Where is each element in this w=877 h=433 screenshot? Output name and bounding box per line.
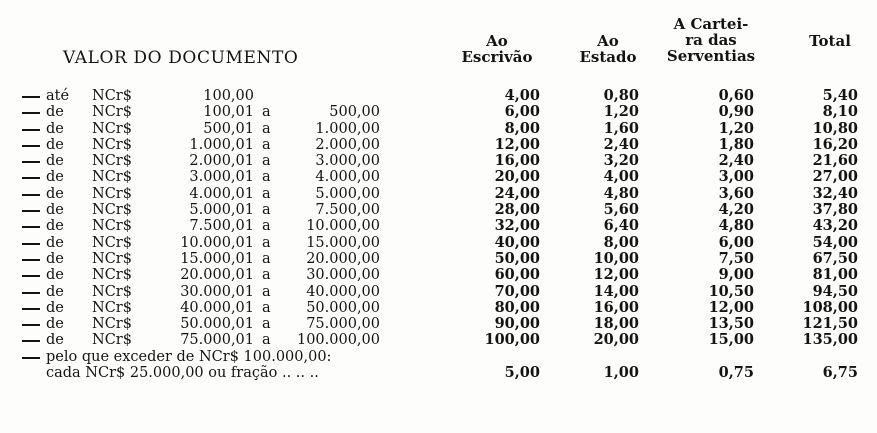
row-escrivao: 80,00 [494,298,540,316]
row-total: 10,80 [812,119,858,137]
final-row-line2 [0,365,877,381]
row-total: 81,00 [812,266,858,284]
row-carteira: 13,50 [708,315,754,333]
row-currency: NCr$ [92,153,132,170]
row-total: 37,80 [812,201,858,219]
row-to: 10.000,00 [306,218,380,235]
row-prefix: de [46,299,64,316]
row-escrivao: 16,00 [494,152,540,170]
row-to: 75.000,00 [306,316,380,333]
header-total: Total [809,32,851,50]
row-prefix: de [46,283,64,300]
table-row [0,300,877,316]
row-from: 15.000,01 [180,250,254,267]
row-prefix: de [46,316,64,333]
row-to: 4.000,00 [315,169,380,186]
row-to: 3.000,00 [315,153,380,170]
row-from: 500,01 [203,120,254,137]
row-to: 5.000,00 [315,185,380,202]
row-to: 2.000,00 [315,136,380,153]
row-currency: NCr$ [92,316,132,333]
table-row [0,235,877,251]
row-from: 4.000,01 [189,185,254,202]
row-total: 21,60 [812,152,858,170]
row-from: 100,00 [203,88,254,104]
table-row [0,251,877,267]
row-to: 1.000,00 [315,120,380,137]
row-total: 54,00 [812,233,858,251]
row-a: a [262,250,271,267]
row-a: a [262,169,271,186]
header-carteira-line3: Serventias [666,47,756,65]
final-note-line2: cada NCr$ 25.000,00 ou fração .. .. .. [46,365,319,382]
row-total: 67,50 [812,249,858,267]
row-from: 20.000,01 [180,267,254,284]
row-currency: NCr$ [92,234,132,251]
row-prefix: de [46,218,64,235]
row-prefix: de [46,120,64,137]
row-currency: NCr$ [92,267,132,284]
final-row-line1 [0,349,877,365]
row-a: a [262,136,271,153]
row-estado: 20,00 [593,331,639,349]
final-carteira: 0,75 [718,364,754,382]
row-a: a [262,104,271,121]
row-prefix: de [46,250,64,267]
row-escrivao: 90,00 [494,315,540,333]
row-currency: NCr$ [92,185,132,202]
row-prefix: de [46,153,64,170]
row-total: 135,00 [802,331,858,349]
row-carteira: 12,00 [708,298,754,316]
row-carteira: 1,80 [718,135,754,153]
table-row [0,186,877,202]
row-to: 15.000,00 [306,234,380,251]
row-estado: 16,00 [593,298,639,316]
row-carteira: 4,80 [718,217,754,235]
row-prefix: de [46,136,64,153]
row-to: 7.500,00 [315,202,380,219]
row-carteira: 2,40 [718,152,754,170]
row-estado: 4,80 [603,184,639,202]
row-from: 30.000,01 [180,283,254,300]
header-estado-line2: Estado [579,48,637,66]
row-from: 100,01 [203,104,254,121]
row-total: 16,20 [812,135,858,153]
row-carteira: 0,60 [718,87,754,104]
row-a: a [262,283,271,300]
row-carteira: 9,00 [718,266,754,284]
row-currency: NCr$ [92,104,132,121]
row-prefix: de [46,104,64,121]
row-escrivao: 4,00 [504,87,540,104]
table-row [0,88,877,104]
row-carteira: 4,20 [718,201,754,219]
row-to: 40.000,00 [306,283,380,300]
row-escrivao: 32,00 [494,217,540,235]
row-a: a [262,332,271,349]
row-total: 5,40 [822,87,858,104]
row-a: a [262,120,271,137]
table-body [0,88,877,381]
final-total: 6,75 [822,364,858,382]
header-escrivao-line1: Ao [486,32,508,50]
row-currency: NCr$ [92,218,132,235]
row-to: 500,00 [329,104,380,121]
header-escrivao-line2: Escrivão [461,48,533,66]
table-row [0,332,877,348]
row-estado: 4,00 [603,168,639,186]
header-carteira [656,16,766,64]
row-carteira: 10,50 [708,282,754,300]
row-a: a [262,185,271,202]
row-prefix: de [46,332,64,349]
row-to: 30.000,00 [306,267,380,284]
row-escrivao: 40,00 [494,233,540,251]
row-from: 2.000,01 [189,153,254,170]
row-prefix: de [46,185,64,202]
row-from: 75.000,01 [180,332,254,349]
row-carteira: 3,60 [718,184,754,202]
row-escrivao: 24,00 [494,184,540,202]
row-currency: NCr$ [92,250,132,267]
final-escrivao: 5,00 [504,364,540,382]
table-row [0,202,877,218]
row-from: 3.000,01 [189,169,254,186]
table-row [0,267,877,283]
row-currency: NCr$ [92,299,132,316]
row-a: a [262,316,271,333]
row-prefix: de [46,234,64,251]
table-row [0,218,877,234]
table-row [0,137,877,153]
row-estado: 12,00 [593,266,639,284]
row-currency: NCr$ [92,88,132,104]
header-carteira-line1: A Cartei- [673,15,749,33]
row-total: 43,20 [812,217,858,235]
row-estado: 6,40 [603,217,639,235]
row-escrivao: 50,00 [494,249,540,267]
row-from: 5.000,01 [189,202,254,219]
row-a: a [262,153,271,170]
row-estado: 3,20 [603,152,639,170]
row-total: 8,10 [822,103,858,121]
row-total: 27,00 [812,168,858,186]
table-row [0,284,877,300]
row-total: 94,50 [812,282,858,300]
row-escrivao: 70,00 [494,282,540,300]
row-estado: 14,00 [593,282,639,300]
row-a: a [262,299,271,316]
row-from: 40.000,01 [180,299,254,316]
row-a: a [262,202,271,219]
header-escrivao [452,33,542,65]
row-estado: 2,40 [603,135,639,153]
row-carteira: 1,20 [718,119,754,137]
row-prefix: de [46,267,64,284]
header-estado [572,33,644,65]
row-estado: 8,00 [603,233,639,251]
row-to: 100.000,00 [296,332,380,349]
row-estado: 1,60 [603,119,639,137]
row-from: 10.000,01 [180,234,254,251]
row-from: 1.000,01 [189,136,254,153]
row-to: 20.000,00 [306,250,380,267]
row-from: 50.000,01 [180,316,254,333]
table-row [0,316,877,332]
row-a: a [262,218,271,235]
page-title: VALOR DO DOCUMENTO [63,48,299,68]
header-carteira-line2: ra das [685,31,737,49]
row-currency: NCr$ [92,120,132,137]
row-currency: NCr$ [92,136,132,153]
row-escrivao: 12,00 [494,135,540,153]
final-note-line1: pelo que exceder de NCr$ 100.000,00: [46,348,332,365]
row-carteira: 15,00 [708,331,754,349]
row-estado: 18,00 [593,315,639,333]
row-carteira: 6,00 [718,233,754,251]
row-currency: NCr$ [92,202,132,219]
row-to: 50.000,00 [306,299,380,316]
table-row [0,104,877,120]
row-escrivao: 8,00 [504,119,540,137]
row-currency: NCr$ [92,169,132,186]
row-escrivao: 100,00 [484,331,540,349]
row-carteira: 7,50 [718,249,754,267]
table-row [0,153,877,169]
row-total: 32,40 [812,184,858,202]
row-carteira: 0,90 [718,103,754,121]
table-row [0,121,877,137]
row-escrivao: 6,00 [504,103,540,121]
row-escrivao: 20,00 [494,168,540,186]
row-total: 108,00 [802,298,858,316]
row-prefix: de [46,202,64,219]
table-row [0,169,877,185]
final-estado: 1,00 [603,364,639,382]
row-total: 121,50 [802,315,858,333]
row-estado: 0,80 [603,87,639,104]
row-estado: 10,00 [593,249,639,267]
row-carteira: 3,00 [718,168,754,186]
row-estado: 1,20 [603,103,639,121]
row-a: a [262,234,271,251]
row-currency: NCr$ [92,283,132,300]
row-prefix: até [46,88,70,104]
row-escrivao: 28,00 [494,201,540,219]
row-from: 7.500,01 [189,218,254,235]
header-estado-line1: Ao [597,32,619,50]
row-currency: NCr$ [92,332,132,349]
row-estado: 5,60 [603,201,639,219]
row-prefix: de [46,169,64,186]
row-a: a [262,267,271,284]
row-escrivao: 60,00 [494,266,540,284]
